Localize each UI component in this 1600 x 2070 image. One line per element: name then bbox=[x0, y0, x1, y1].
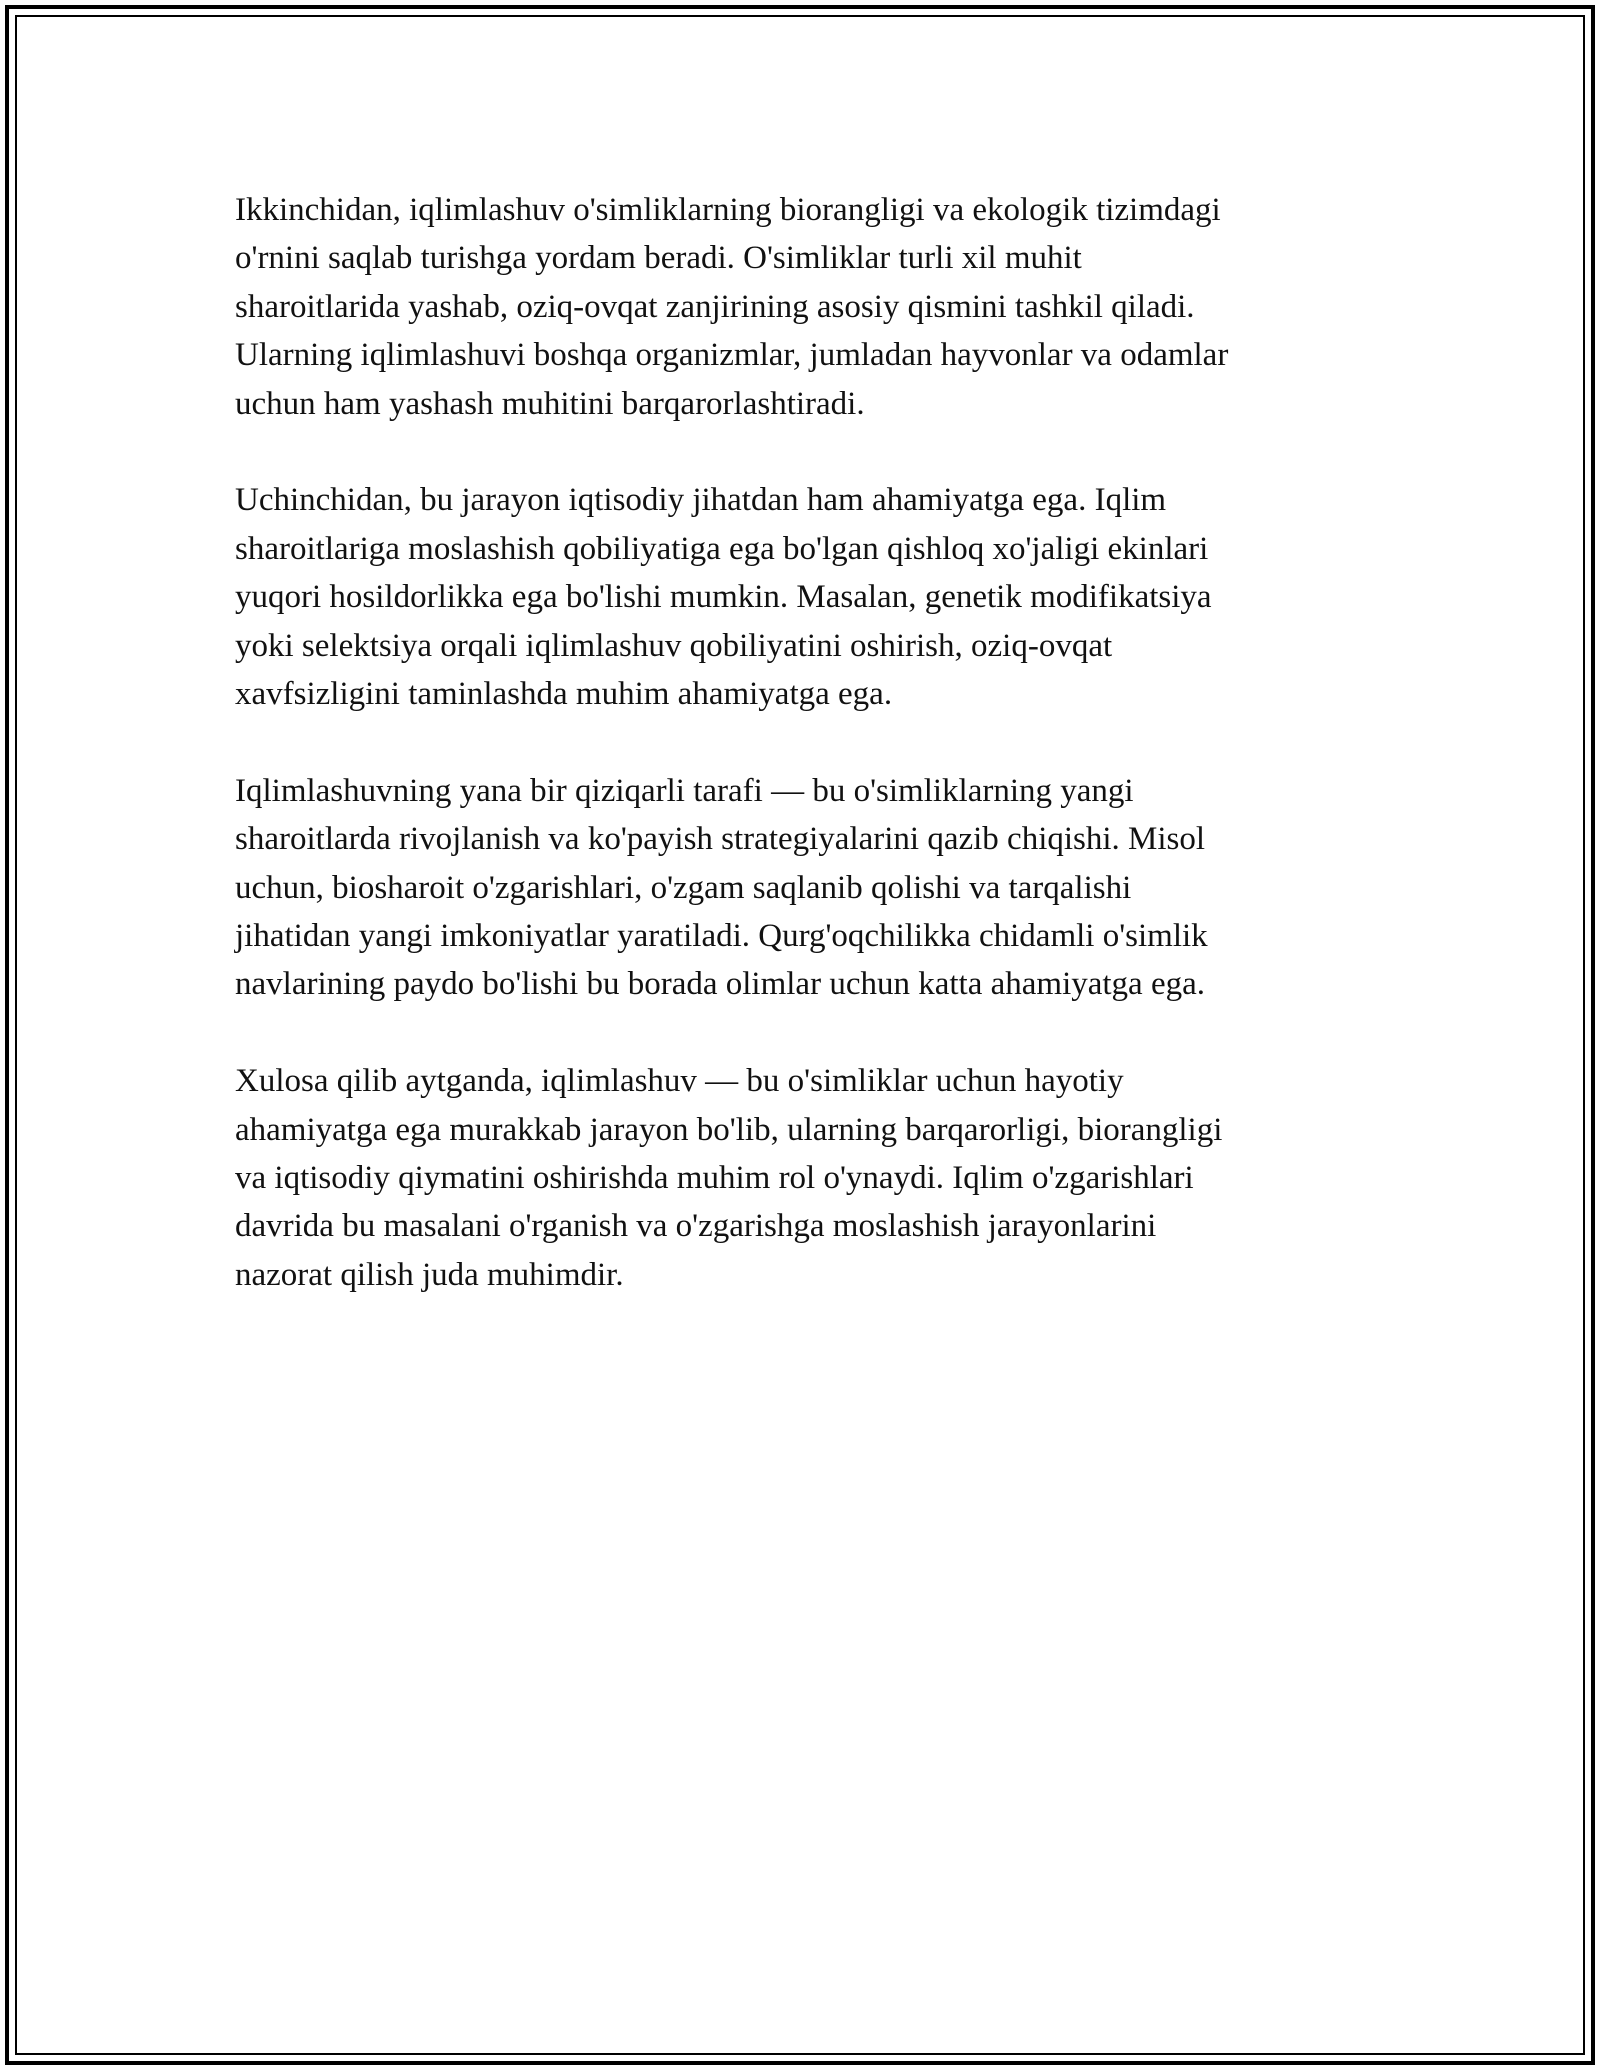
text-line: xavfsizligini taminlashda muhim ahamiyatga ega. bbox=[235, 676, 893, 713]
text-line: yoki selektsiya orqali iqlimlashuv qobiliyatini oshirish, oziq-ovqat bbox=[235, 627, 1113, 664]
text-line: nazorat qilish juda muhimdir. bbox=[235, 1256, 624, 1293]
text-line: uchun ham yashash muhitini barqarorlashtiradi. bbox=[235, 385, 865, 422]
text-line: va iqtisodiy qiymatini oshirishda muhim rol o'ynaydi. Iqlim o'zgarishlari bbox=[235, 1160, 1194, 1197]
text-line: sharoitlariga moslashish qobiliyatiga ega bo'lgan qishloq xo'jaligi ekinlari bbox=[235, 530, 1209, 567]
paragraph-4 bbox=[235, 1057, 1365, 1299]
text-line: Xulosa qilib aytganda, iqlimlashuv — bu o'simliklar uchun hayotiy bbox=[235, 1063, 1124, 1100]
text-line: ahamiyatga ega murakkab jarayon bo'lib, ularning barqarorligi, biorangligi bbox=[235, 1111, 1223, 1148]
text-line: Uchinchidan, bu jarayon iqtisodiy jihatdan ham ahamiyatga ega. Iqlim bbox=[235, 482, 1167, 519]
text-line: o'rnini saqlab turishga yordam beradi. O'simliklar turli xil muhit bbox=[235, 240, 1082, 277]
text-line: Ularning iqlimlashuvi boshqa organizmlar, jumladan hayvonlar va odamlar bbox=[235, 337, 1229, 374]
paragraph-1 bbox=[235, 186, 1365, 428]
paragraph-3 bbox=[235, 767, 1365, 1009]
text-line: Iqlimlashuvning yana bir qiziqarli tarafi — bu o'simliklarning yangi bbox=[235, 772, 1134, 809]
text-line: Ikkinchidan, iqlimlashuv o'simliklarning biorangligi va ekologik tizimdagi bbox=[235, 192, 1221, 228]
text-line: davrida bu masalani o'rganish va o'zgarishga moslashish jarayonlarini bbox=[235, 1208, 1157, 1245]
text-line: jihatidan yangi imkoniyatlar yaratiladi. Qurg'oqchilikka chidamli o'simlik bbox=[235, 918, 1208, 955]
text-line: yuqori hosildorlikka ega bo'lishi mumkin. Masalan, genetik modifikatsiya bbox=[235, 579, 1212, 616]
text-line: navlarining paydo bo'lishi bu borada olimlar uchun katta ahamiyatga ega. bbox=[235, 966, 1205, 1003]
document-body bbox=[235, 186, 1365, 1348]
text-line: sharoitlarida yashab, oziq-ovqat zanjirining asosiy qismini tashkil qiladi. bbox=[235, 288, 1195, 325]
text-line: sharoitlarda rivojlanish va ko'payish strategiyalarini qazib chiqishi. Misol bbox=[235, 821, 1206, 858]
text-line: uchun, biosharoit o'zgarishlari, o'zgam saqlanib qolishi va tarqalishi bbox=[235, 869, 1132, 906]
paragraph-2 bbox=[235, 476, 1365, 718]
